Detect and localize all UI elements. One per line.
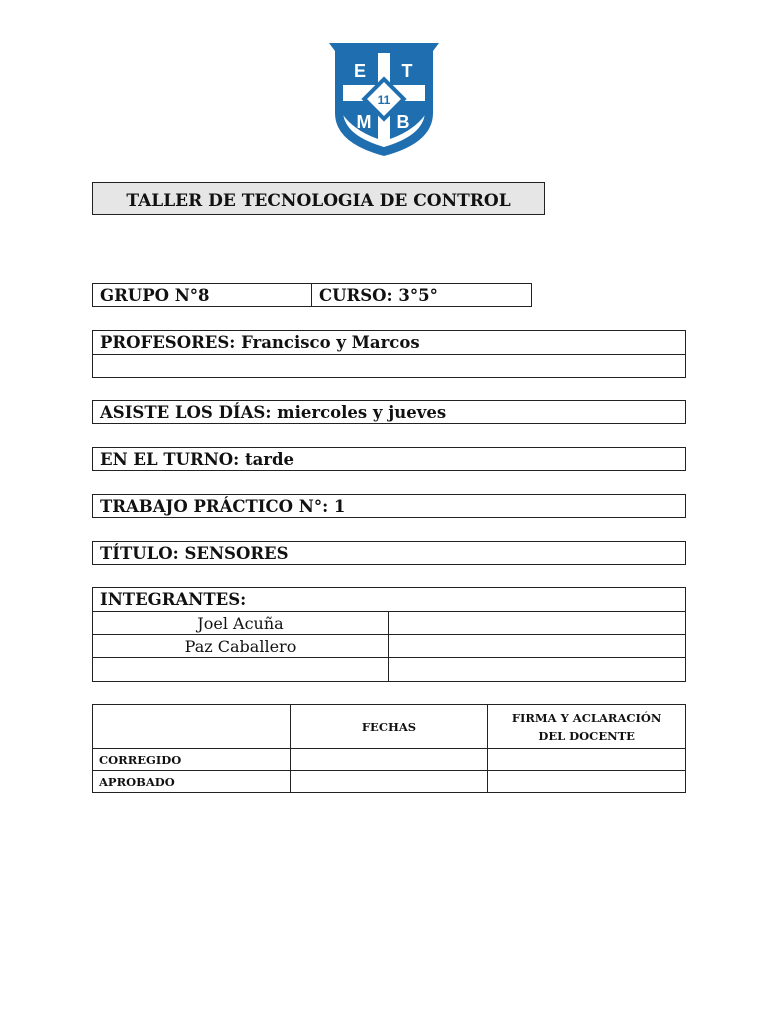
empty-header-cell	[93, 705, 291, 749]
table-row	[93, 749, 686, 771]
crest-letter-m: M	[356, 112, 372, 132]
corregido-label: CORREGIDO	[93, 749, 291, 771]
integrantes-table	[92, 587, 686, 682]
table-row	[93, 771, 686, 793]
aprobado-fecha-cell	[290, 771, 488, 793]
crest-letter-e: E	[353, 61, 367, 81]
grupo-field: GRUPO N°8	[93, 284, 312, 306]
member-name: Joel Acuña	[93, 612, 389, 634]
firma-header-line1: FIRMA Y ACLARACIÓN	[511, 710, 662, 725]
table-row	[93, 658, 685, 681]
aprobado-firma-cell	[488, 771, 686, 793]
member-extra-cell	[389, 658, 685, 681]
member-extra-cell	[389, 612, 685, 634]
titulo-field: TÍTULO: SENSORES	[92, 541, 686, 565]
grupo-curso-row	[92, 283, 532, 307]
member-name	[93, 658, 389, 681]
fechas-header: FECHAS	[290, 705, 488, 749]
aprobado-label: APROBADO	[93, 771, 291, 793]
profesores-field: PROFESORES: Francisco y Marcos	[93, 331, 685, 355]
corregido-firma-cell	[488, 749, 686, 771]
crest-letter-b: B	[396, 112, 410, 132]
profesores-box	[92, 330, 686, 378]
member-extra-cell	[389, 635, 685, 657]
curso-field: CURSO: 3°5°	[319, 285, 438, 305]
grades-table	[92, 704, 686, 793]
firma-header	[488, 705, 686, 749]
trabajo-practico-field: TRABAJO PRÁCTICO N°: 1	[92, 494, 686, 518]
school-crest-logo	[329, 43, 439, 158]
member-name: Paz Caballero	[93, 635, 389, 657]
crest-letter-t: T	[401, 61, 413, 81]
turno-field: EN EL TURNO: tarde	[92, 447, 686, 471]
firma-header-line2: DEL DOCENTE	[538, 728, 635, 743]
table-row	[93, 635, 685, 658]
corregido-fecha-cell	[290, 749, 488, 771]
integrantes-heading: INTEGRANTES:	[93, 588, 685, 612]
asiste-field: ASISTE LOS DÍAS: miercoles y jueves	[92, 400, 686, 424]
table-row	[93, 612, 685, 635]
table-row	[93, 705, 686, 749]
page-title: TALLER DE TECNOLOGIA DE CONTROL	[92, 182, 545, 215]
crest-number: 11	[377, 93, 391, 107]
